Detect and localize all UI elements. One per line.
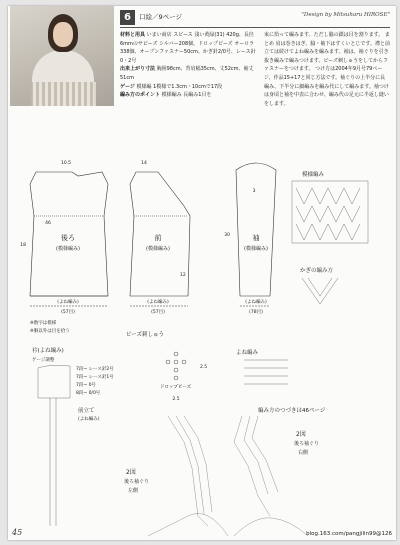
continue-note: 編み方のつづきは46ページ xyxy=(258,408,326,414)
front-label: 前 xyxy=(154,234,162,242)
back-hem-label: (よね編み) xyxy=(57,300,79,305)
collar-title: 衿(よね編み) xyxy=(32,348,64,354)
blog-watermark: blog.163.com/pangjilin99@126 xyxy=(306,531,392,537)
yone-chart xyxy=(244,360,288,384)
front-sublabel: (模様編み) xyxy=(146,246,170,252)
kagi-title: かぎの編み方 xyxy=(300,268,334,274)
collar-row-3: 7段~ 0号 xyxy=(76,383,96,388)
back-sublabel: (模様編み) xyxy=(56,246,80,252)
kagi-chart xyxy=(302,278,338,304)
front-stitch-count: (57目) xyxy=(151,310,165,315)
collar-chart xyxy=(38,365,70,526)
page-number: 45 xyxy=(12,528,23,537)
collar-row-1: 7段~ レース針2号 xyxy=(76,367,114,372)
sleeve-stitch-count: (78目) xyxy=(249,310,263,315)
right-figure-sub: 後ろ袖ぐり xyxy=(294,441,320,447)
point-text: 模様編み 長編み1目を xyxy=(161,92,212,99)
back-width-top: 10.5 xyxy=(60,161,72,166)
pattern-stitch-title: 模様編み xyxy=(302,172,325,178)
design-credit: "Design by Mitsuharu HIROSE" xyxy=(301,12,390,18)
page-reference: 口絵／9ページ xyxy=(139,13,183,21)
size-text: 胸囲98cm、背肩幅35cm、丈52cm、袖丈51cm xyxy=(120,66,254,81)
back-label: 後ろ xyxy=(61,234,75,242)
bead-height: 2.5 xyxy=(200,365,208,370)
front-width-top: 14 xyxy=(141,161,147,166)
front-hem-label: (よね編み) xyxy=(147,300,169,305)
right-figure-side: 右側 xyxy=(298,450,309,456)
size-title: 出来上がり寸法 xyxy=(120,66,156,73)
collar-row-2: 7段~ レース針1号 xyxy=(76,375,114,380)
magazine-page xyxy=(8,6,396,540)
left-figure-sub: 後ろ袖ぐり xyxy=(124,479,150,485)
sleeve-top-rows: 3 xyxy=(252,189,256,194)
right-figure-label: 2図 xyxy=(296,431,306,438)
note-2: ※胴以外は目を拾う xyxy=(30,329,70,334)
pattern-chart xyxy=(292,181,368,243)
bead-cross-chart xyxy=(166,352,186,380)
sleeve-length: 30 xyxy=(224,233,230,238)
bead-drop-label: ドロップビーズ xyxy=(160,385,192,390)
left-figure-side: 左側 xyxy=(128,488,139,494)
bead-embroidery-title: ビーズ刺しゅう xyxy=(126,332,165,338)
back-chest: 46 xyxy=(45,221,51,226)
note-1: ※数字は模様 xyxy=(30,321,57,326)
gauge-title: ゲージ xyxy=(120,83,135,90)
point-title: 編み方のポイント xyxy=(120,92,161,99)
left-figure-label: 2図 xyxy=(126,469,136,476)
placket-title: 前立て xyxy=(78,408,95,414)
back-length: 18 xyxy=(20,243,26,248)
instructions-column: 束に拾って編みます。ただし脇の鎖は目を割ります。 まとめ 肩は巻きはぎ、脇・袖下はすくいとじです。襟と前立ては続けてよね編みを編みます。袖は、袖ぐりを引き抜き編みで編みつけます。ビーズ刺しゅうをしてからファスナーをつけます。 つけ方は2004年9月号79ページ、作品15+17と同じ方法です。袖ぐりの上半分に長編み、下半分に細編みを編み代にして編みます。袖つけは身頃と袖を中表に合わせ、編み代の足元に半返し縫いをします。 xyxy=(264,32,390,107)
diagram-canvas xyxy=(8,6,396,540)
pattern-number: 6 xyxy=(120,10,135,25)
sleeve-label: 袖 xyxy=(252,234,260,242)
collar-row-4: 8段~ 0/0号 xyxy=(76,391,101,396)
sleeve-cuff-label: (よね編み) xyxy=(245,300,267,305)
materials-text: いまい商店 スピース 浅い黄緑(31) 420g、長径6mmのサビーズ シルバー208個、ドロップビーズ オーロラ338個、オープンファスナー50cm、かぎ針2/0号、レース針0・2号 xyxy=(120,32,256,64)
armhole-left-chart xyxy=(148,416,228,536)
placket-subtitle: (よね編み) xyxy=(78,417,100,422)
gauge-text: 模様編 1模様で1.3cm・10cmで17段 xyxy=(136,83,223,90)
materials-title: 材料と用具 xyxy=(120,32,146,38)
sleeve-sublabel: (模様編み) xyxy=(244,246,268,252)
collar-subtitle: ゲージ調整 xyxy=(32,358,55,363)
front-measure: 12 xyxy=(180,273,186,278)
bead-width: 2.5 xyxy=(172,397,180,402)
yone-title: よね編み xyxy=(236,350,259,356)
back-stitch-count: (57目) xyxy=(61,310,75,315)
